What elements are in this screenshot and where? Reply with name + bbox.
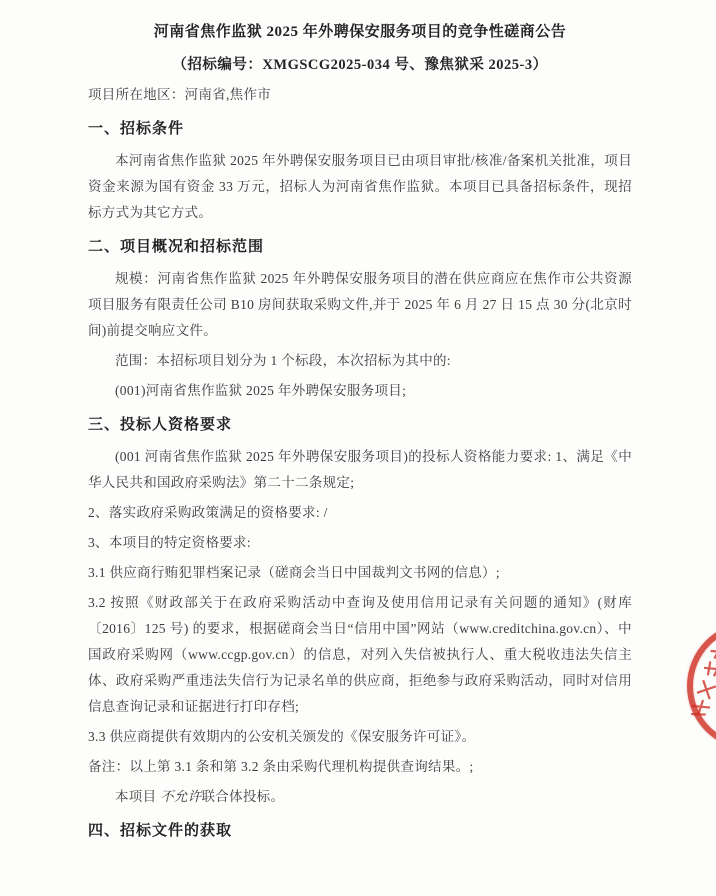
paragraph-3-1-bribery-record: 3.1 供应商行贿犯罪档案记录（磋商会当日中国裁判文书网的信息）; — [88, 565, 500, 580]
official-seal-icon — [687, 622, 716, 750]
joint-bid-prefix: 本项目 — [115, 789, 161, 804]
joint-bid-suffix: 联合体投标。 — [201, 789, 285, 804]
seal-stroke-marks — [684, 644, 716, 728]
section-heading-obtaining-tender-documents: 四、招标文件的获取 — [88, 822, 233, 839]
paragraph-lot-001: (001)河南省焦作监狱 2025 年外聘保安服务项目; — [115, 383, 407, 398]
document-subtitle-tender-number: （招标编号：XMGSCG2025-034 号、豫焦狱采 2025-3） — [172, 57, 548, 73]
paragraph-scale: 规模：河南省焦作监狱 2025 年外聘保安服务项目的潜在供应商应在焦作市公共资源项目服务有限责任公司 B10 房间获取采购文件,并于 2025 年 6 月 27 日 15 点 30 分(北京时间)前提交响应文件。 — [88, 271, 632, 338]
seal-characters — [683, 644, 716, 732]
joint-bid-not-allowed-emphasis: 不允许 — [160, 789, 202, 804]
document-content — [88, 16, 632, 850]
paragraph-3-3-security-license: 3.3 供应商提供有效期内的公安机关颁发的《保安服务许可证》。 — [88, 729, 476, 744]
paragraph-joint-bid-note — [88, 784, 632, 810]
paragraph-remark: 备注：以上第 3.1 条和第 3.2 条由采购代理机构提供查询结果。; — [88, 759, 474, 774]
paragraph-scope: 范围：本招标项目划分为 1 个标段，本次招标为其中的: — [115, 353, 451, 368]
paragraph-policy-requirements: 2、落实政府采购政策满足的资格要求: / — [88, 505, 328, 520]
document-title: 河南省焦作监狱 2025 年外聘保安服务项目的竞争性磋商公告 — [153, 24, 567, 40]
paragraph-tender-conditions: 本河南省焦作监狱 2025 年外聘保安服务项目已由项目审批/核准/备案机关批准，项目资金来源为国有资金 33 万元，招标人为河南省焦作监狱。本项目已具备招标条件，现招标方式为其它方式。 — [88, 153, 632, 220]
section-heading-bidder-qualifications: 三、投标人资格要求 — [88, 416, 233, 433]
paragraph-qualification-requirements: (001 河南省焦作监狱 2025 年外聘保安服务项目)的投标人资格能力要求: 1、满足《中华人民共和国政府采购法》第二十二条规定; — [88, 449, 632, 490]
project-location-line: 项目所在地区：河南省,焦作市 — [88, 87, 272, 102]
paragraph-3-2-credit-record: 3.2 按照《财政部关于在政府采购活动中查询及使用信用记录有关问题的通知》(财库〔2016〕125 号) 的要求，根据磋商会当日“信用中国”网站（www.creditchina.gov.cn）、中国政府采购网（www.ccgp.gov.cn）的信息，对列入失信被执行人、重大税收违法失信主体、政府采购严重违法失信行为记录名单的供应商，拒绝参与政府采购活动，同时对信用信息查询记录和证据进行打印存档; — [88, 595, 632, 714]
section-heading-tender-conditions: 一、招标条件 — [88, 120, 185, 137]
section-heading-project-overview: 二、项目概况和招标范围 — [88, 238, 265, 255]
paragraph-specific-requirements: 3、本项目的特定资格要求: — [88, 535, 251, 550]
